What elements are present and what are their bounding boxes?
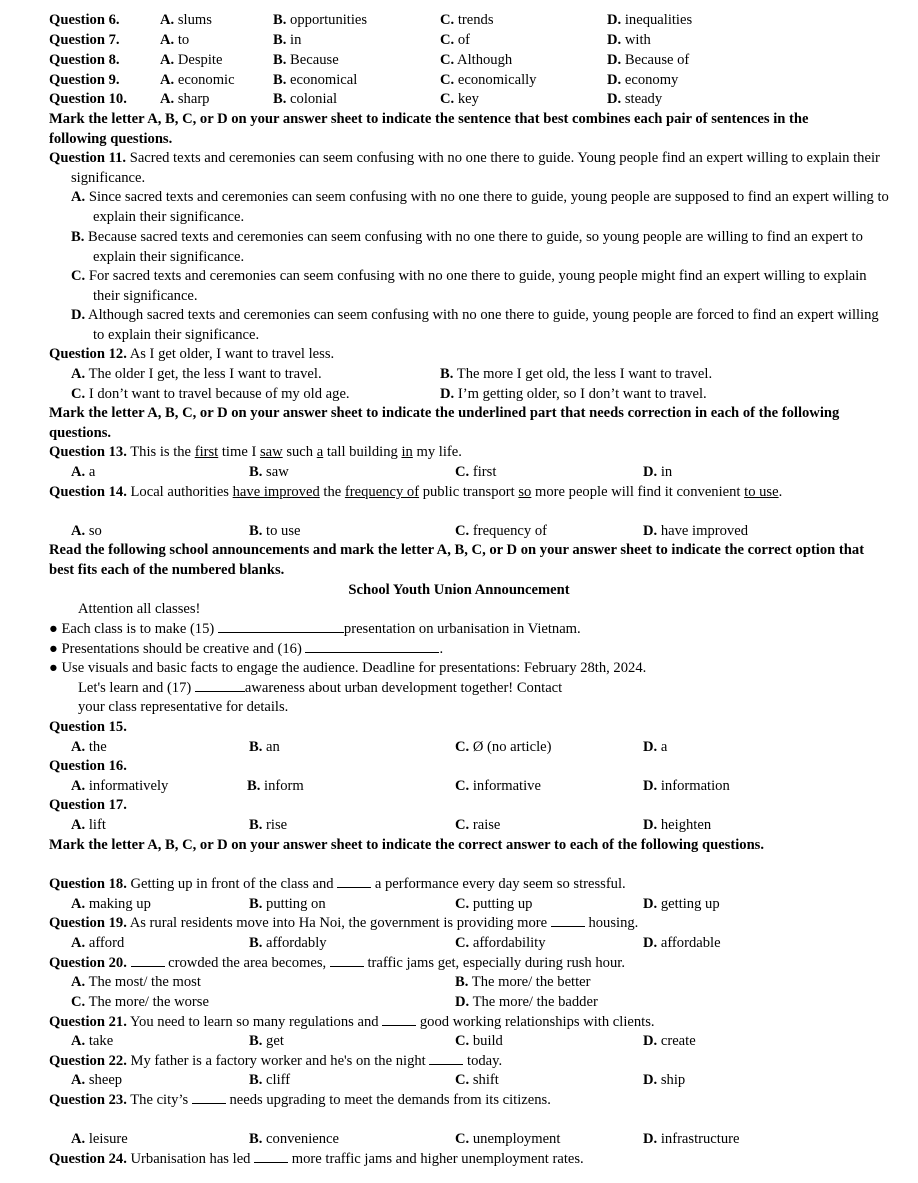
instruction-combine: Mark the letter A, B, C, or D on your answer sheet to indicate the sentence that best combines each pair of sentences in the following questions. bbox=[49, 111, 809, 147]
bullet-icon: ● bbox=[49, 621, 58, 637]
blank-17 bbox=[195, 679, 245, 692]
q22-option-a: A. sheep bbox=[71, 1072, 123, 1088]
q17-option-c: C. raise bbox=[455, 817, 501, 833]
q20-stem: Question 20. crowded the area becomes, traffic jams get, especially during rush hour. bbox=[49, 955, 625, 971]
q15-option-a: A. the bbox=[71, 739, 107, 755]
q7-option-b: in bbox=[290, 32, 302, 48]
q7-option-c: of bbox=[457, 32, 471, 48]
exam-page: Question 6. A. slums B. opportunities C. trends D. inequalities Question 7. A. to B. in C. of D. with Question 8. A. Despite B. Because C. Although D. Because of Question 9. A. economic B. economical C. economically D. economy Question 10. A. sharp B. colonial C. key D. steady Mark the letter A, B, C, or D on your answer sheet to indicate the sentence that best combines each pair of sentences in the following questions. Question 11. Sacred texts and ceremonies can seem confusing with no one there to guide. Young people find an expert willing to explain their significance. A. Since sacred texts and ceremonies can seem confusing with no one there to guide, young people are supposed to find an expert willing to explain their significance. B. Because sacred texts and ceremonies can seem confusing with no one there to guide, so young people are willing to find an expert to explain their significance. C. For sacred texts and ceremonies can seem confusing with no one there to guide, young people might find an expert willing to explain their significance. D. Although sacred texts and ceremonies can seem confusing with no one there to guide, young people are forced to find an expert willing to explain their significance. Question 12. As I get older, I want to travel less. A. The older I get, the less I want to travel. B. The more I get old, the less I want to travel. C. I don’t want to travel because of my old age. D. I’m getting older, so I don’t want to travel. Mark the letter A, B, C, or D on your answer sheet to indicate the underlined part that needs correction in each of the following questions. Question 13. This is the first time I saw such a tall building in my life. A. a B. saw C. first D. in Question 14. Local authorities have improved the frequency of public transport so more people will find it convenient to use. A. so B. to use C. frequency of D. have improved Read the following school announcements and mark the letter A, B, C, or D on your answer sheet to indicate the correct option that best fits each of the numbered blanks. School Youth Union Announcement Attention all classes! ● Each class is to make (15) presentation on urbanisation in Vietnam. ● Presentations should be creative and (16) . ● Use visuals and basic facts to engage the audience. Deadline for presentations: February 28th, 2024. Let's learn and (17) awareness about urban development together! Contact your class representative for details. Question 15. A. the B. an C. Ø (no article) D. a Question 16. A. informatively B. inform C. informative D. information Question 17. A. lift B. rise C. raise D. heighten Mark the letter A, B, C, or D on your answer sheet to indicate the correct answer to each of the following questions. Question 18. Getting up in front of the class and a performance every day seem so stressful. A. making up B. putting on C. putting up D. getting up Question 19. As rural residents move into Ha Noi, the government is providing more housing. A. afford B. affordably C. affordability D. affordable Question 20. crowded the area becomes, traffic jams get, especially during rush hour. A. The most/ the most B. The more/ the better C. The more/ the worse D. The more/ the badder Question 21. You need to learn so many regulations and good working relationships with clients. A. take B. get C. build D. create Question 22. My father is a factory worker and he's on the night today. A. sheep B. cliff C. shift D. ship Question 23. The city’s needs upgrading to meet the demands from its citizens. A. leisure B. convenience C. unemployment D. infrastructure Question 24. Urbanisation has led more traffic jams and higher unemployment rates. bbox=[0, 0, 918, 1183]
q12-option-c: C. I don’t want to travel because of my old age. bbox=[71, 386, 350, 402]
q13-option-a: A. a bbox=[71, 464, 96, 480]
q18-stem: Question 18. Getting up in front of the class and a performance every day seem so stressful. bbox=[49, 876, 626, 892]
q24-stem: Question 24. Urbanisation has led more traffic jams and higher unemployment rates. bbox=[49, 1151, 584, 1167]
q9-option-c: economically bbox=[457, 72, 537, 88]
q8-option-a: Despite bbox=[177, 52, 223, 68]
q21-option-b: B. get bbox=[249, 1033, 284, 1049]
q16-option-d: D. information bbox=[643, 778, 730, 794]
q10-option-d: steady bbox=[624, 91, 663, 107]
q8-option-c: Although bbox=[457, 52, 513, 68]
q18-option-c: C. putting up bbox=[455, 896, 533, 912]
q19-option-a: A. afford bbox=[71, 935, 125, 951]
blank bbox=[382, 1013, 416, 1026]
q21-option-c: C. build bbox=[455, 1033, 503, 1049]
q12-option-d: D. I’m getting older, so I don’t want to travel. bbox=[440, 386, 707, 402]
q22-option-c: C. shift bbox=[455, 1072, 499, 1088]
q13-underlined-in: in bbox=[401, 444, 413, 460]
q9-option-d: economy bbox=[624, 72, 679, 88]
q23-option-c: C. unemployment bbox=[455, 1131, 561, 1147]
announcement-title: School Youth Union Announcement bbox=[348, 582, 570, 598]
q18-option-d: D. getting up bbox=[643, 896, 720, 912]
q13-stem: Question 13. This is the first time I saw such a tall building in my life. bbox=[49, 444, 462, 460]
q13-underlined-a: a bbox=[316, 444, 324, 460]
blank-16 bbox=[305, 640, 439, 653]
q20-option-b: B. The more/ the better bbox=[455, 974, 591, 990]
bullet-icon: ● bbox=[49, 660, 58, 676]
q16-option-c: C. informative bbox=[455, 778, 541, 794]
blank bbox=[254, 1150, 288, 1163]
q14-stem: Question 14. Local authorities have improved the frequency of public transport so more people will find it convenient to use. bbox=[49, 484, 783, 500]
q17-label: Question 17. bbox=[49, 797, 127, 813]
q21-stem: Question 21. You need to learn so many regulations and good working relationships with clients. bbox=[49, 1014, 655, 1030]
q21-option-d: D. create bbox=[643, 1033, 696, 1049]
q12-stem: Question 12. As I get older, I want to travel less. bbox=[49, 346, 335, 362]
q10-option-b: colonial bbox=[290, 91, 338, 107]
q23-option-d: D. infrastructure bbox=[643, 1131, 740, 1147]
announcement-greeting: Attention all classes! bbox=[78, 601, 201, 617]
blank bbox=[429, 1052, 463, 1065]
q11-option-b: B. Because sacred texts and ceremonies can seem confusing with no one there to guide, so young people are willing to find an expert to explain their significance. bbox=[71, 229, 863, 265]
announcement-bullet-3: ● Use visuals and basic facts to engage the audience. Deadline for presentations: February 28th, 2024. bbox=[49, 660, 647, 676]
q19-stem: Question 19. As rural residents move into Ha Noi, the government is providing more housing. bbox=[49, 915, 639, 931]
q7-option-d: with bbox=[624, 32, 651, 48]
q14-option-c: C. frequency of bbox=[455, 523, 548, 539]
q14-option-a: A. so bbox=[71, 523, 102, 539]
announcement-bullet-2: ● Presentations should be creative and (16) . bbox=[49, 641, 444, 657]
blank bbox=[192, 1091, 226, 1104]
q23-option-b: B. convenience bbox=[249, 1131, 339, 1147]
q13-option-b: B. saw bbox=[249, 464, 289, 480]
q19-option-c: C. affordability bbox=[455, 935, 546, 951]
announcement-closing-2: your class representative for details. bbox=[78, 699, 289, 715]
q23-stem: Question 23. The city’s needs upgrading to meet the demands from its citizens. bbox=[49, 1092, 551, 1108]
q6-option-c: trends bbox=[457, 12, 494, 28]
q9-option-a: economic bbox=[177, 72, 235, 88]
q14-underlined-frequency-of: frequency of bbox=[344, 484, 420, 500]
q6-option-b: opportunities bbox=[290, 12, 368, 28]
q11-stem: Question 11. Sacred texts and ceremonies can seem confusing with no one there to guide. Young people find an expert willing to explain their significance. bbox=[49, 150, 880, 186]
announcement-closing-1: Let's learn and (17) awareness about urban development together! Contact bbox=[78, 680, 563, 696]
q22-option-d: D. ship bbox=[643, 1072, 686, 1088]
q13-underlined-saw: saw bbox=[259, 444, 283, 460]
q12-option-a: A. The older I get, the less I want to travel. bbox=[71, 366, 322, 382]
q14-option-b: B. to use bbox=[249, 523, 301, 539]
instruction-announcement: Read the following school announcements and mark the letter A, B, C, or D on your answer sheet to indicate the correct option that best fits each of the numbered blanks. bbox=[49, 542, 865, 578]
q14-underlined-so: so bbox=[518, 484, 532, 500]
q6-option-a: slums bbox=[177, 12, 212, 28]
q14-underlined-have-improved: have improved bbox=[232, 484, 320, 500]
q19-option-d: D. affordable bbox=[643, 935, 721, 951]
q20-option-a: A. The most/ the most bbox=[71, 974, 201, 990]
instruction-correction: Mark the letter A, B, C, or D on your answer sheet to indicate the underlined part that needs correction in each of the following questions. bbox=[49, 405, 840, 441]
blank bbox=[551, 914, 585, 927]
q9-option-b: economical bbox=[290, 72, 358, 88]
q15-option-b: B. an bbox=[249, 739, 280, 755]
q12-option-b: B. The more I get old, the less I want to travel. bbox=[440, 366, 713, 382]
q10-option-a: sharp bbox=[177, 91, 210, 107]
q22-option-b: B. cliff bbox=[249, 1072, 291, 1088]
q17-option-b: B. rise bbox=[249, 817, 288, 833]
blank bbox=[330, 954, 364, 967]
instruction-correct-answer: Mark the letter A, B, C, or D on your answer sheet to indicate the correct answer to each of the following questions. bbox=[49, 837, 765, 853]
q16-label: Question 16. bbox=[49, 758, 127, 774]
q11-option-c: C. For sacred texts and ceremonies can seem confusing with no one there to guide, young people might find an expert willing to explain their significance. bbox=[71, 268, 867, 304]
q23-option-a: A. leisure bbox=[71, 1131, 128, 1147]
q15-label: Question 15. bbox=[49, 719, 127, 735]
q10-option-c: key bbox=[457, 91, 479, 107]
q20-option-d: D. The more/ the badder bbox=[455, 994, 598, 1010]
q17-option-a: A. lift bbox=[71, 817, 106, 833]
q13-option-d: D. in bbox=[643, 464, 673, 480]
q16-option-a: A. informatively bbox=[71, 778, 169, 794]
q18-option-a: A. making up bbox=[71, 896, 151, 912]
q8-option-b: Because bbox=[290, 52, 339, 68]
q6-option-d: inequalities bbox=[624, 12, 693, 28]
q18-option-b: B. putting on bbox=[249, 896, 326, 912]
blank bbox=[337, 875, 371, 888]
q16-option-b: B. inform bbox=[247, 778, 304, 794]
q22-stem: Question 22. My father is a factory worker and he's on the night today. bbox=[49, 1053, 503, 1069]
q21-option-a: A. take bbox=[71, 1033, 114, 1049]
blank-15 bbox=[218, 620, 344, 633]
q15-option-d: D. a bbox=[643, 739, 668, 755]
q15-option-c: C. Ø (no article) bbox=[455, 739, 552, 755]
q19-option-b: B. affordably bbox=[249, 935, 327, 951]
q14-option-d: D. have improved bbox=[643, 523, 748, 539]
q7-option-a: to bbox=[177, 32, 190, 48]
blank bbox=[131, 954, 165, 967]
q20-option-c: C. The more/ the worse bbox=[71, 994, 209, 1010]
announcement-bullet-1: ● Each class is to make (15) presentation on urbanisation in Vietnam. bbox=[49, 621, 581, 637]
q11-option-a: A. Since sacred texts and ceremonies can seem confusing with no one there to guide, young people are supposed to find an expert willing to explain their significance. bbox=[71, 189, 889, 225]
q13-underlined-first: first bbox=[194, 444, 219, 460]
q14-underlined-to-use: to use bbox=[744, 484, 779, 500]
q17-option-d: D. heighten bbox=[643, 817, 712, 833]
bullet-icon: ● bbox=[49, 641, 58, 657]
q11-option-d: D. Although sacred texts and ceremonies can seem confusing with no one there to guide, young people are forced to find an expert willing to explain their significance. bbox=[71, 307, 879, 343]
q13-option-c: C. first bbox=[455, 464, 497, 480]
q8-option-d: Because of bbox=[624, 52, 690, 68]
